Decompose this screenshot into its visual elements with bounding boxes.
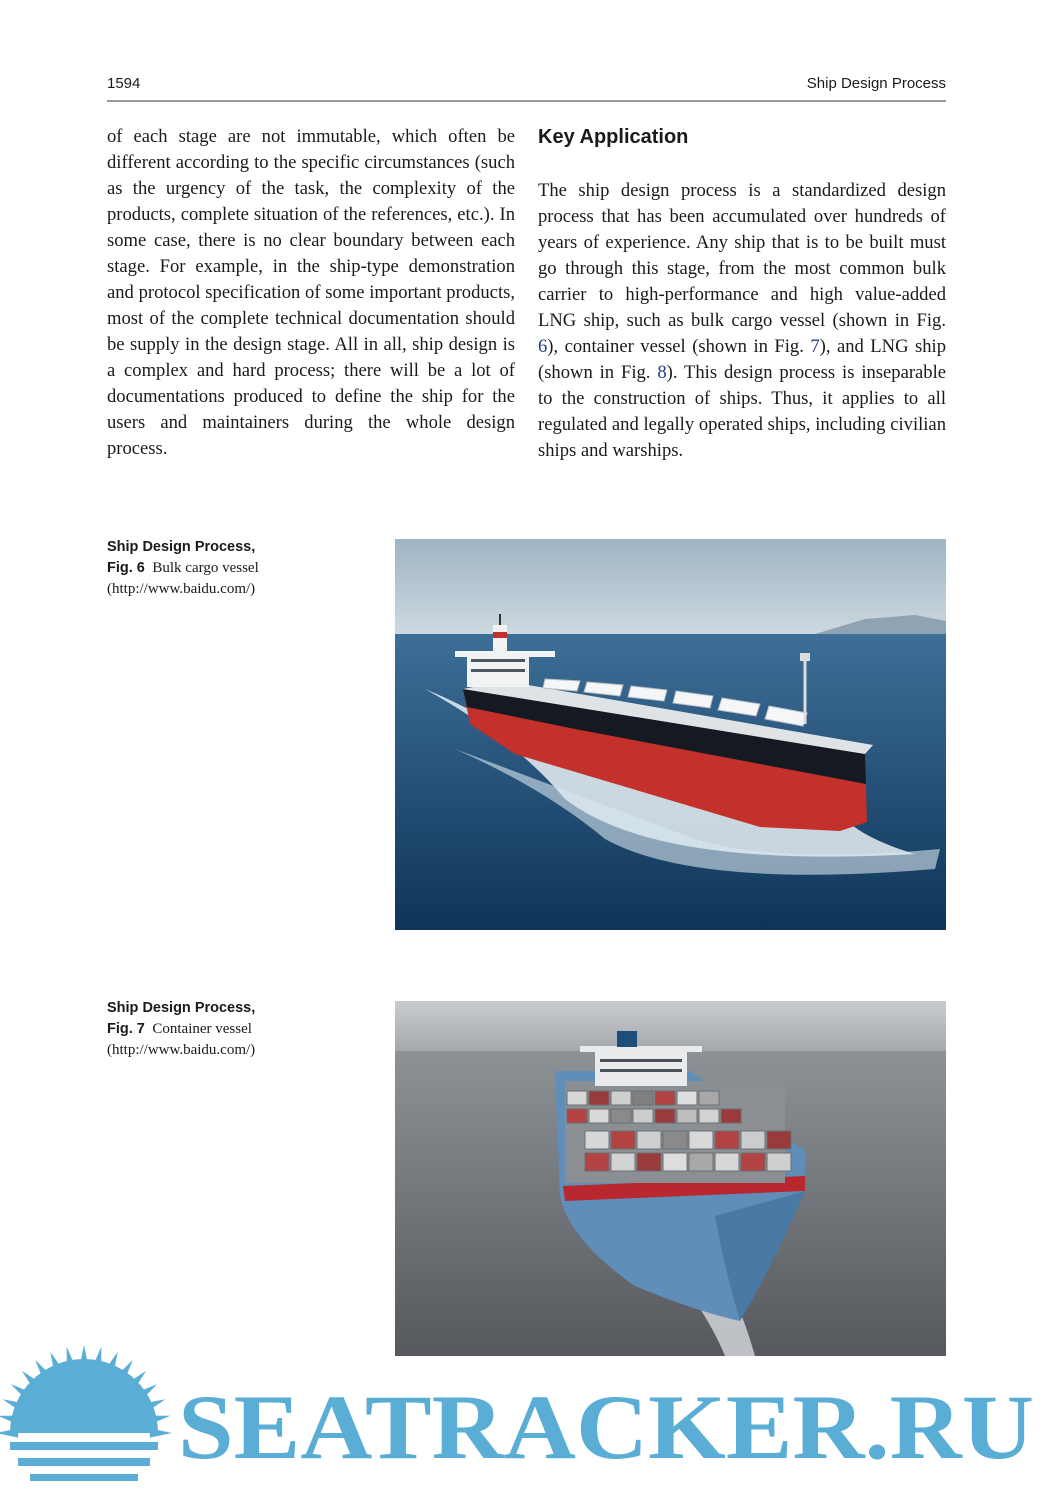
figure-image-bulk-carrier (395, 539, 946, 930)
body-paragraph (538, 178, 946, 464)
watermark (0, 1338, 1052, 1500)
page-number: 1594 (107, 75, 141, 92)
caption-lead: Ship Design Process, (107, 1000, 256, 1016)
caption-source: (http://www.baidu.com/) (107, 581, 256, 597)
figure-caption-7 (107, 998, 367, 1061)
body-paragraph: of each stage are not immutable, which often be different according to the specific circumstances (such as the urgency of the task, the complexity of the products, complete situation of the references, etc.). In some case, there is no clear boundary between each stage. For example, in the ship-type demonstration and protocol specification of some important products, most of the complete technical documentation should be supply in the design stage. All in all, ship design is a complex and hard process; there will be a lot of documentations produced to define the ship for the users and maintainers during the whole design process. (107, 126, 515, 459)
figure-image-container-ship (395, 1001, 946, 1356)
left-column (107, 124, 515, 462)
caption-source: (http://www.baidu.com/) (107, 1042, 256, 1058)
caption-text: Container vessel (152, 1021, 252, 1037)
text-run: ). This design process is inseparable to the construction of ships. Thus, it applies to all regulated and legally operated ships, including civilian ships and warships. (538, 362, 946, 461)
figure-label: Fig. 6 (107, 560, 145, 576)
text-run: ), container vessel (shown in Fig. (547, 336, 811, 357)
running-header (107, 72, 946, 102)
caption-lead: Ship Design Process, (107, 539, 256, 555)
watermark-text: SEATRACKER.RU (178, 1376, 1034, 1478)
sun-icon (10, 1359, 158, 1433)
running-title: Ship Design Process (806, 75, 946, 92)
figure-caption-6 (107, 537, 367, 600)
caption-text: Bulk cargo vessel (152, 560, 259, 576)
figure-label: Fig. 7 (107, 1021, 145, 1037)
figure-ref-8[interactable]: 8 (657, 362, 667, 383)
section-title: Key Application (538, 126, 689, 148)
figure-ref-7[interactable]: 7 (810, 336, 820, 357)
text-run: The ship design process is a standardized design process that has been accumulated over hundreds of years of experience. Any ship that is to be built must go through this stage, from the most common bulk carrier to high-performance and high value-added LNG ship, such as bulk cargo vessel (shown in Fig. (538, 180, 946, 331)
text-run: ), and LNG ship (shown in Fig. (538, 336, 946, 383)
right-column (538, 124, 946, 464)
figure-ref-6[interactable]: 6 (538, 336, 548, 357)
